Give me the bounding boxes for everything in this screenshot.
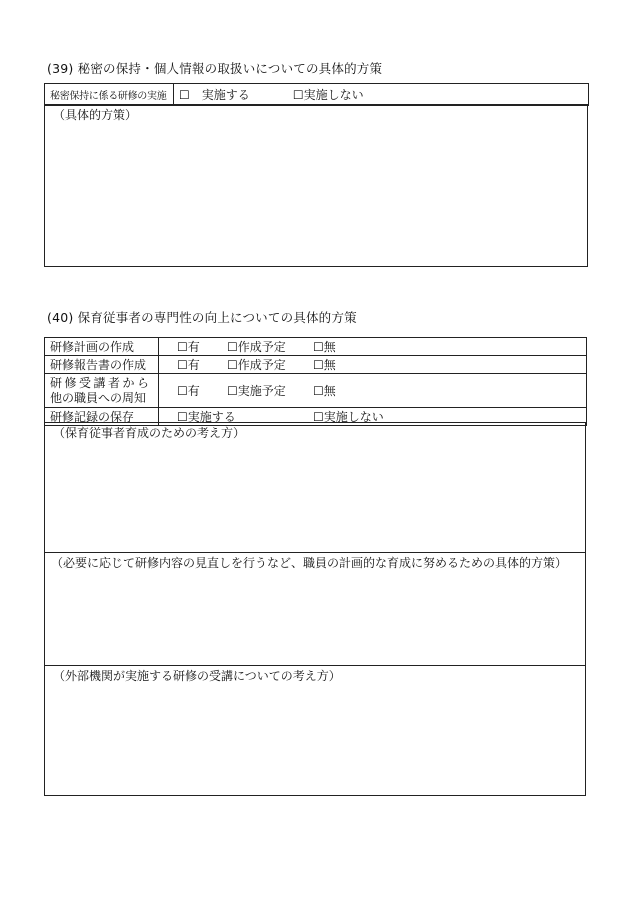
- option-implement[interactable]: ☐ 実施する: [179, 88, 250, 102]
- training-review-label: （必要に応じて研修内容の見直しを行うなど、職員の計画的な育成に努めるための具体的方策）: [51, 556, 568, 570]
- option-no[interactable]: ☐無: [313, 340, 336, 354]
- option-implement[interactable]: ☐実施する: [177, 410, 236, 424]
- knowledge-sharing-options: [159, 374, 587, 408]
- training-record-label: 研修記録の保存: [45, 408, 159, 426]
- confidentiality-training-options: [174, 84, 589, 106]
- option-not-implement[interactable]: ☐実施しない: [313, 410, 384, 424]
- section-40-heading: (40) 保育従事者の専門性の向上についての具体的方策: [47, 310, 357, 325]
- option-not-implement[interactable]: ☐実施しない: [292, 88, 364, 102]
- specific-measures-box[interactable]: [44, 104, 588, 267]
- training-report-label: 研修報告書の作成: [45, 356, 159, 374]
- training-report-options: [159, 356, 587, 374]
- option-planned[interactable]: ☐実施予定: [227, 384, 286, 398]
- option-no[interactable]: ☐無: [313, 358, 336, 372]
- training-plan-label: 研修計画の作成: [45, 338, 159, 356]
- section-39-table: [44, 83, 589, 106]
- staff-development-section[interactable]: [45, 423, 585, 553]
- specific-measures-label: （具体的方策）: [53, 108, 138, 122]
- training-plan-options: [159, 338, 587, 356]
- knowledge-sharing-label-line1: 研修受講者から: [50, 375, 152, 390]
- external-training-section[interactable]: [45, 666, 585, 795]
- option-yes[interactable]: ☐有: [177, 384, 200, 398]
- option-no[interactable]: ☐無: [313, 384, 336, 398]
- training-review-section[interactable]: [45, 553, 585, 666]
- section-39-heading: (39) 秘密の保持・個人情報の取扱いについての具体的方策: [47, 61, 383, 76]
- knowledge-sharing-label: [45, 374, 159, 408]
- external-training-label: （外部機関が実施する研修の受講についての考え方）: [53, 669, 341, 683]
- staff-development-label: （保育従事者育成のための考え方）: [53, 426, 246, 440]
- section-40-freeform: [44, 422, 586, 796]
- confidentiality-training-label: 秘密保持に係る研修の実施: [45, 84, 174, 106]
- option-planned[interactable]: ☐作成予定: [227, 340, 286, 354]
- option-yes[interactable]: ☐有: [177, 340, 200, 354]
- option-planned[interactable]: ☐作成予定: [227, 358, 286, 372]
- option-yes[interactable]: ☐有: [177, 358, 200, 372]
- section-40-table: [44, 337, 587, 426]
- knowledge-sharing-label-line2: 他の職員への周知: [50, 390, 147, 405]
